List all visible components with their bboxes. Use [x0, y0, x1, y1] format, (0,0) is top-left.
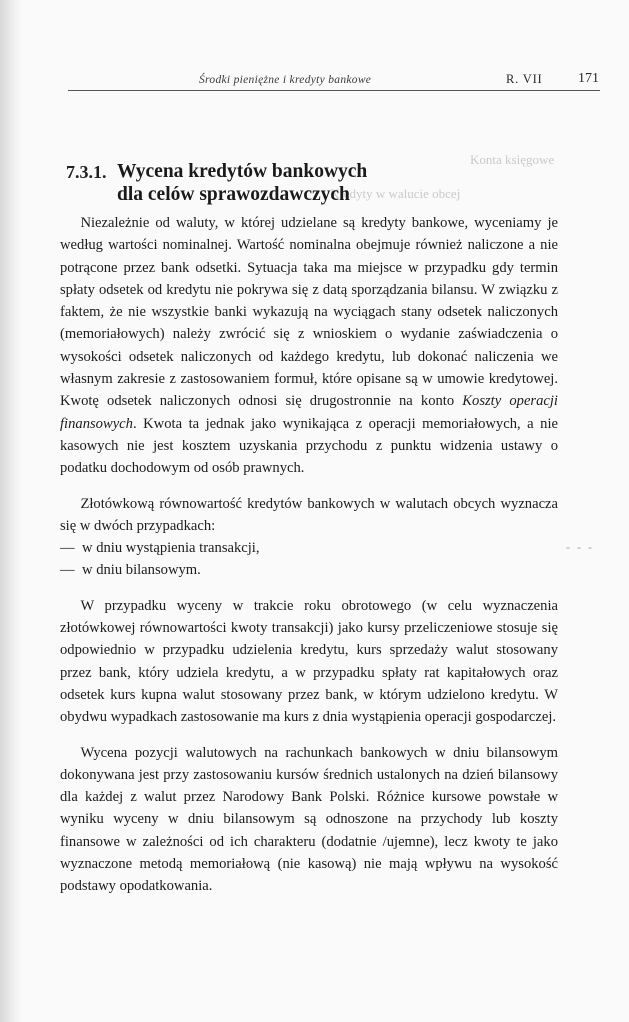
section-title-line-1: Wycena kredytów bankowych [117, 161, 368, 182]
chapter-label: R. VII [506, 72, 543, 86]
section-number: 7.3.1. [66, 162, 107, 182]
section-title-line-2: dla celów sprawozdawczych [117, 184, 350, 205]
running-header [0, 68, 629, 92]
section-title [117, 160, 417, 206]
list-marker: — [60, 562, 75, 579]
paragraph-balance-sheet-valuation: Wycena pozycji walutowych na rachunkach bankowych w dniu bilansowym dokonywana jest przy zastosowaniu kursów średnich ustalonych na dzień bilansowy dla każdej z walut przez Narodowy Bank Polski. Różnice kursowe powstałe w wyniku wyceny w dniu bilansowym są odnoszone na przychody lub koszty finansowe w zależności od ich charakteru (dodatnie /ujemne), lecz kwoty te jako wyznaczone metodą memoriałową (nie kasową) nie mają wpływu na wysokość podstawy opodatkowania. [60, 744, 558, 895]
margin-marks: - - - [566, 540, 594, 554]
paragraph-fiscal-year-valuation: W przypadku wyceny w trakcie roku obrotowego (w celu wyznaczenia złotówkowej równowartości kwoty transakcji) jako kursy przeliczeniowe stosuje się odpowiednio w przypadku udzielenia kredytu, kurs sprzedaży walut stosowany przez bank, który udziela kredytu, a w przypadku spłaty rat kapitałowych oraz odsetek kurs kupna walut stosowany przez bank, w którym udzielono kredytu. W obydwu wypadkach zastosowanie ma kurs z dnia wystąpienia operacji gospodarczej. [60, 597, 558, 726]
bleed-through-text: Kredyty w walucie obcej [330, 186, 461, 201]
list-marker: — [60, 540, 75, 557]
italic-account-name: Koszty operacji finansowych [60, 393, 558, 432]
list-item: — w dniu bilansowym. [60, 559, 558, 581]
page-number: 171 [578, 71, 599, 86]
bleed-through-text: Konta księgowe [470, 152, 555, 167]
paragraph-fx-equivalent: Złotówkową równowartość kredytów bankowych w walutach obcych wyznacza się w dwóch przypadkach: [60, 495, 558, 534]
header-rule [68, 90, 600, 91]
body-text [60, 212, 558, 898]
paragraph-valuation-nominal: Niezależnie od waluty, w której udzielane są kredyty bankowe, wyceniamy je według wartości nominalnej. Wartość nominalna obejmuje również naliczone a nie potrącone przez bank odsetki. Sytuacja taka ma miejsce w przypadku gdy termin spłaty odsetek od kredytu nie pokrywa się z datą sporządzania bilansu. W związku z faktem, że nie wszystkie banki wykazują na wyciągach stany odsetek naliczonych (memoriałowych) należy zwrócić się z wnioskiem o wydanie zaświadczenia o wysokości odsetek naliczonych od każdego kredytu, lub dokonać naliczenia we własnym zakresie z zastosowaniem formuł, które opisane są w umowie kredytowej. Kwotę odsetek naliczonych odnosi się drugostronnie na konto Koszty operacji finansowych. Kwota ta jednak jako wynikająca z operacji memoriałowych, a nie kasowych nie jest kosztem uzyskania przychodu z punktu widzenia ustawy o podatku dochodowym od osób prawnych. [60, 215, 558, 477]
fx-cases-list [60, 537, 558, 582]
running-header-title: Środki pieniężne i kredyty bankowe [199, 74, 372, 86]
list-item: — w dniu wystąpienia transakcji, [60, 537, 558, 559]
page-gutter-shadow [0, 0, 22, 1022]
